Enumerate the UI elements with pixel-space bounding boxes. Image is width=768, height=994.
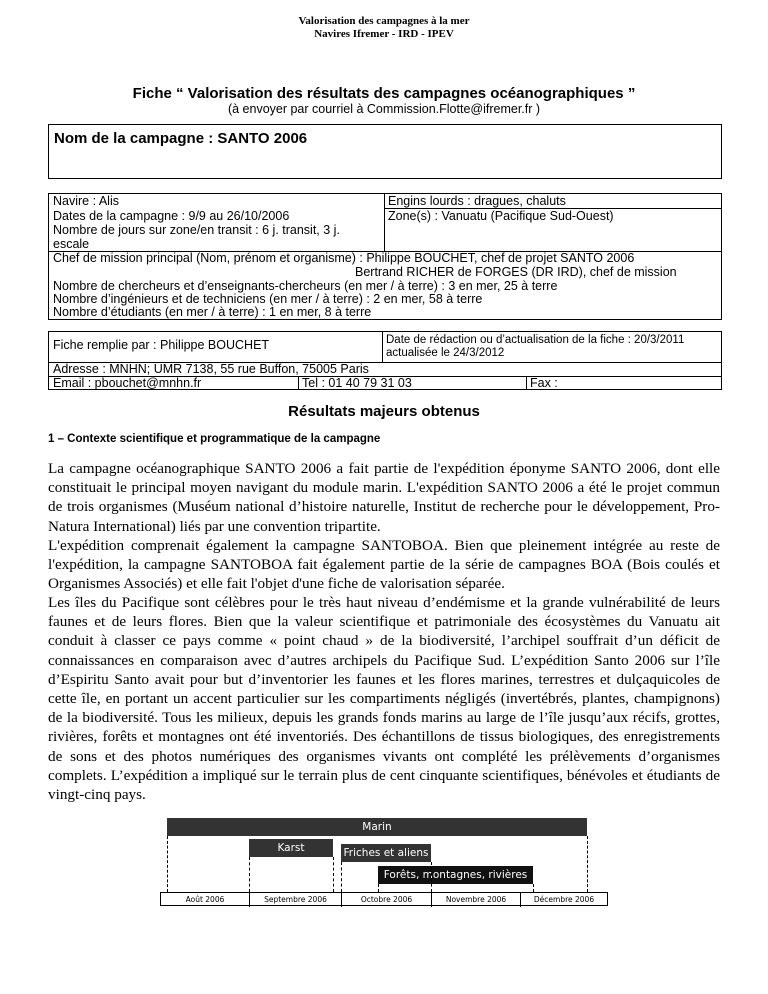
timeline-bar-forets: Forêts, montagnes, rivières xyxy=(378,866,533,884)
body-text-1 xyxy=(48,459,720,593)
info-table xyxy=(48,193,722,320)
telephone: Tel : 01 40 79 31 03 xyxy=(302,376,412,390)
adresse: Adresse : MNHN; UMR 7138, 55 rue Buffon, 75005 Paris xyxy=(53,362,369,376)
nb-etudiants: Nombre d’étudiants (en mer / à terre) : 1 en mer, 8 à terre xyxy=(53,305,372,319)
month-aout: Août 2006 xyxy=(161,893,250,907)
date-actualisation: actualisée le 24/3/2012 xyxy=(386,347,505,359)
chef-mission-2: Bertrand RICHER de FORGES (DR IRD), chef de mission xyxy=(355,265,677,279)
month-novembre: Novembre 2006 xyxy=(432,893,521,907)
campaign-name: Nom de la campagne : SANTO 2006 xyxy=(54,130,308,147)
date-redaction: Date de rédaction ou d’actualisation de la fiche : 20/3/2011 xyxy=(386,334,685,346)
results-heading: Résultats majeurs obtenus xyxy=(288,403,480,420)
form-table xyxy=(48,331,722,390)
timeline-axis xyxy=(160,892,608,906)
jours-zone: Nombre de jours sur zone/en transit : 6 j. transit, 3 j. xyxy=(53,223,340,237)
engins-lourds: Engins lourds : dragues, chaluts xyxy=(388,194,566,208)
dates-campagne: Dates de la campagne : 9/9 au 26/10/2006 xyxy=(53,209,290,223)
section-1-heading: 1 – Contexte scientifique et programmatique de la campagne xyxy=(48,433,381,445)
timeline-bar-marin: Marin xyxy=(167,818,587,836)
body-text-2 xyxy=(48,593,720,804)
nb-chercheurs: Nombre de chercheurs et d’enseignants-chercheurs (en mer / à terre) : 3 en mer, 25 à terre xyxy=(53,279,558,293)
timeline-figure xyxy=(160,818,608,910)
timeline-bar-friches: Friches et aliens xyxy=(341,844,431,862)
timeline-bar-karst: Karst xyxy=(249,839,333,857)
page-title: Fiche “ Valorisation des résultats des campagnes océanographiques ” xyxy=(132,85,636,102)
fax: Fax : xyxy=(530,376,558,390)
nb-ingenieurs: Nombre d’ingénieurs et de techniciens (en mer / à terre) : 2 en mer, 58 à terre xyxy=(53,292,483,306)
fiche-remplie-par: Fiche remplie par : Philippe BOUCHET xyxy=(53,338,270,352)
zones: Zone(s) : Vanuatu (Pacifique Sud-Ouest) xyxy=(388,209,614,223)
month-septembre: Septembre 2006 xyxy=(250,893,342,907)
paragraph-1: La campagne océanographique SANTO 2006 a fait partie de l'expédition éponyme SANTO 2006, dont elle constituait le principal moyen navigant du module marin. L'expédition SANTO 2006 a été le projet commun de trois organismes (Muséum national d’histoire naturelle, Institut de recherche pour le développement, Pro-Natura International) liés par une convention tripartite. xyxy=(48,460,720,535)
header-line-2: Navires Ifremer - IRD - IPEV xyxy=(314,28,454,40)
month-decembre: Décembre 2006 xyxy=(533,895,595,904)
page-subtitle: (à envoyer par courriel à Commission.Flotte@ifremer.fr ) xyxy=(227,102,541,116)
email: Email : pbouchet@mnhn.fr xyxy=(53,376,202,390)
jours-zone-cont: escale xyxy=(53,237,90,251)
navire: Navire : Alis xyxy=(53,194,119,208)
month-octobre: Octobre 2006 xyxy=(342,893,432,907)
paragraph-2: L'expédition comprenait également la campagne SANTOBOA. Bien que pleinement intégrée au reste de l'expédition, la campagne SANTOBOA fait également partie de la série de campagnes BOA (Bois coulés et Organismes Associés) et elle fait l'objet d'une fiche de valorisation séparée. xyxy=(48,536,720,593)
paragraph-3: Les îles du Pacifique sont célèbres pour le très haut niveau d’endémisme et la grande vulnérabilité de leurs faunes et de leurs flores. Bien que la valeur scientifique et patrimoniale des écosystèmes du Vanuatu ait conduit à classer ce pays comme « point chaud » de la biodiversité, l’archipel souffrait d’un déficit de connaissances en comparaison avec d’autres archipels du Pacifique Sud. L’expédition Santo 2006 sur l’île d’Espiritu Santo avait pour but d’inventorier les faunes et les flores marines, terrestres et dulçaquicoles de cette île, en portant un accent particulier sur les compartiments négligés (invertébrés, plantes, champignons) de la biodiversité. Tous les milieux, depuis les grands fonds marins au large de l’île jusqu’aux récifs, grottes, rivières, forêts et montagnes ont été inventoriés. Des échantillons de tissus biologiques, des enregistrements de sons et des photos numériques des organismes vivants ont complété les prélèvements d’organismes complets. L’expédition a impliqué sur le terrain plus de cent cinquante scientifiques, bénévoles et étudiants de vingt-cinq pays. xyxy=(48,594,720,804)
campaign-name-box xyxy=(48,124,722,179)
chef-mission: Chef de mission principal (Nom, prénom et organisme) : Philippe BOUCHET, chef de projet SANTO 2006 xyxy=(53,251,635,265)
header-line-1: Valorisation des campagnes à la mer xyxy=(298,15,470,27)
